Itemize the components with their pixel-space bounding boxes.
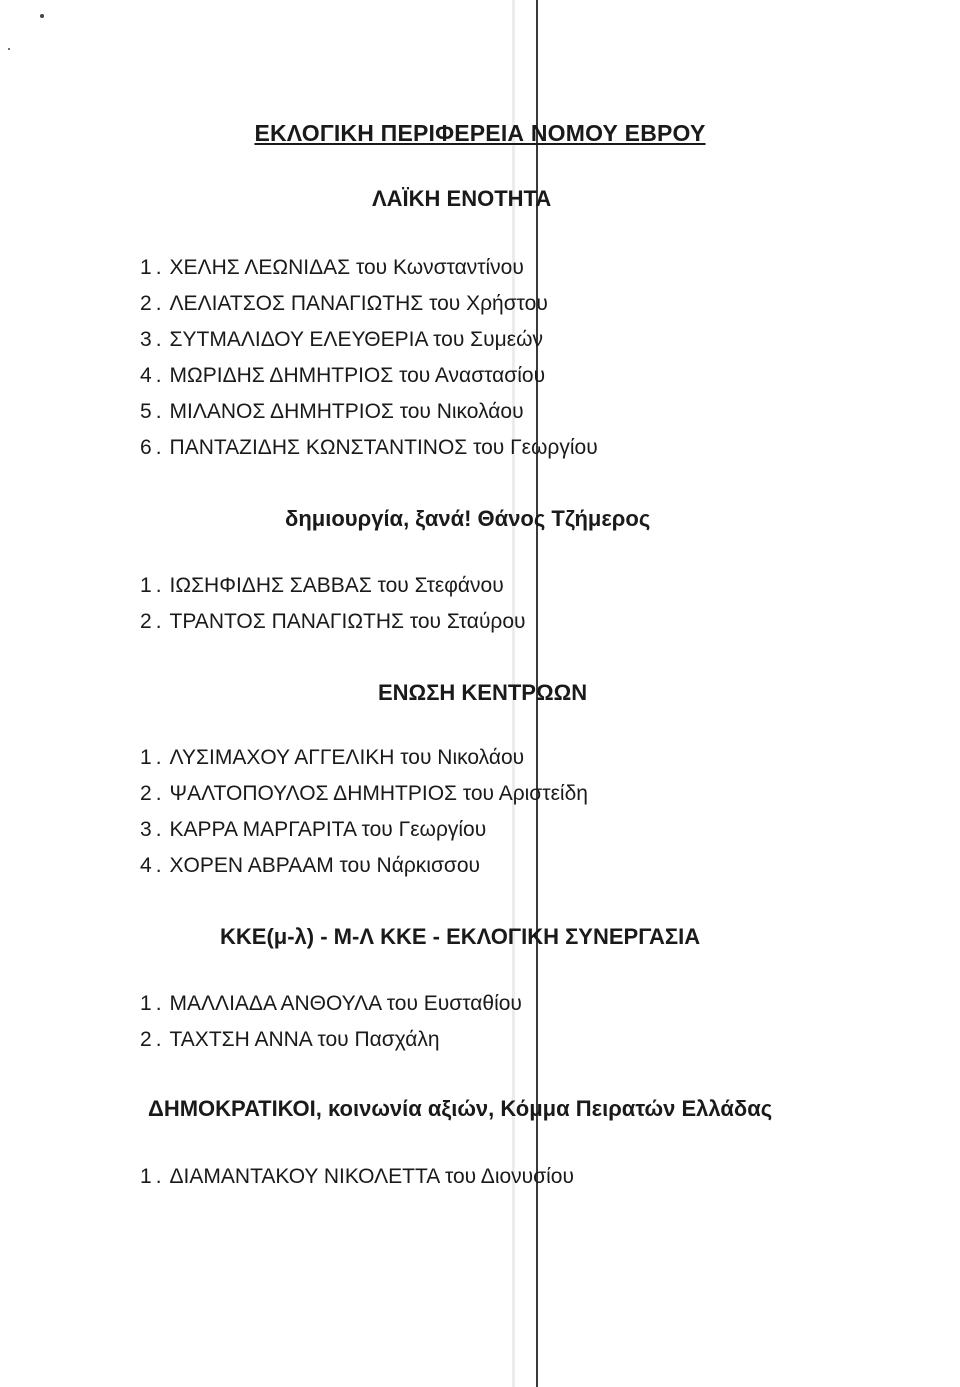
candidate-name: ΔΙΑΜΑΝΤΑΚΟΥ ΝΙΚΟΛΕΤΤΑ του Διονυσίου xyxy=(169,1165,574,1188)
candidate-name: ΛΥΣΙΜΑΧΟΥ ΑΓΓΕΛΙΚΗ του Νικολάου xyxy=(169,746,525,769)
candidate-item: 1 . ΔΙΑΜΑΝΤΑΚΟΥ ΝΙΚΟΛΕΤΤΑ του Διονυσίου xyxy=(140,1165,574,1188)
candidate-number: 1 xyxy=(140,1165,152,1188)
scan-speck xyxy=(8,48,10,50)
candidate-name: ΙΩΣΗΦΙΔΗΣ ΣΑΒΒΑΣ του Στεφάνου xyxy=(169,574,504,597)
candidate-number: 1 xyxy=(140,992,152,1015)
party-heading-laiki-enotita: ΛΑΪΚΗ ΕΝΟΤΗΤΑ xyxy=(372,186,552,211)
document-title: ΕΚΛΟΓΙΚΗ ΠΕΡΙΦΕΡΕΙΑ ΝΟΜΟΥ ΕΒΡΟΥ xyxy=(254,120,706,146)
candidate-number: 3 xyxy=(140,818,152,841)
candidate-name: ΣΥΤΜΑΛΙΔΟΥ ΕΛΕΥΘΕΡΙΑ του Συμεών xyxy=(169,328,543,351)
candidate-number: 2 xyxy=(140,1028,152,1051)
candidate-item: 2 . ΛΕΛΙΑΤΣΟΣ ΠΑΝΑΓΙΩΤΗΣ του Χρήστου xyxy=(140,292,548,315)
candidate-name: ΠΑΝΤΑΖΙΔΗΣ ΚΩΝΣΤΑΝΤΙΝΟΣ του Γεωργίου xyxy=(169,436,598,459)
candidate-item: 3 . ΚΑΡΡΑ ΜΑΡΓΑΡΙΤΑ του Γεωργίου xyxy=(140,818,487,841)
candidate-name: ΜΑΛΛΙΑΔΑ ΑΝΘΟΥΛΑ του Ευσταθίου xyxy=(169,992,522,1015)
candidate-name: ΜΩΡΙΔΗΣ ΔΗΜΗΤΡΙΟΣ του Αναστασίου xyxy=(169,364,546,387)
party-heading-dimiourgia: δημιουργία, ξανά! Θάνος Τζήμερος xyxy=(285,506,651,531)
candidate-item: 2 . ΨΑΛΤΟΠΟΥΛΟΣ ΔΗΜΗΤΡΙΟΣ του Αριστείδη xyxy=(140,782,588,805)
candidate-name: ΤΑΧΤΣΗ ΑΝΝΑ του Πασχάλη xyxy=(169,1028,440,1051)
candidate-item: 6 . ΠΑΝΤΑΖΙΔΗΣ ΚΩΝΣΤΑΝΤΙΝΟΣ του Γεωργίου xyxy=(140,436,598,459)
candidate-item: 3 . ΣΥΤΜΑΛΙΔΟΥ ΕΛΕΥΘΕΡΙΑ του Συμεών xyxy=(140,328,543,351)
candidate-number: 4 xyxy=(140,854,152,877)
candidate-number: 5 xyxy=(140,400,152,423)
candidate-item: 2 . ΤΡΑΝΤΟΣ ΠΑΝΑΓΙΩΤΗΣ του Σταύρου xyxy=(140,610,526,633)
candidate-item: 4 . ΜΩΡΙΔΗΣ ΔΗΜΗΤΡΙΟΣ του Αναστασίου xyxy=(140,364,546,387)
candidate-name: ΜΙΛΑΝΟΣ ΔΗΜΗΤΡΙΟΣ του Νικολάου xyxy=(169,400,524,423)
party-heading-dimokratikoi: ΔΗΜΟΚΡΑΤΙΚΟΙ, κοινωνία αξιών, Κόμμα Πειρατών Ελλάδας xyxy=(148,1096,773,1121)
candidate-item: 2 . ΤΑΧΤΣΗ ΑΝΝΑ του Πασχάλη xyxy=(140,1028,440,1051)
candidate-item: 4 . ΧΟΡΕΝ ΑΒΡΑΑΜ του Νάρκισσου xyxy=(140,854,481,877)
candidate-name: ΛΕΛΙΑΤΣΟΣ ΠΑΝΑΓΙΩΤΗΣ του Χρήστου xyxy=(169,292,548,315)
candidate-number: 6 xyxy=(140,436,152,459)
candidate-item: 5 . ΜΙΛΑΝΟΣ ΔΗΜΗΤΡΙΟΣ του Νικολάου xyxy=(140,400,524,423)
scan-speck xyxy=(40,14,44,18)
candidate-item: 1 . ΧΕΛΗΣ ΛΕΩΝΙΔΑΣ του Κωνσταντίνου xyxy=(140,256,524,279)
candidate-item: 1 . ΛΥΣΙΜΑΧΟΥ ΑΓΓΕΛΙΚΗ του Νικολάου xyxy=(140,746,525,769)
candidate-number: 4 xyxy=(140,364,152,387)
party-heading-enosi-kentroon: ΕΝΩΣΗ ΚΕΝΤΡΩΩΝ xyxy=(378,680,588,705)
candidate-name: ΧΕΛΗΣ ΛΕΩΝΙΔΑΣ του Κωνσταντίνου xyxy=(169,256,524,279)
candidate-item: 1 . ΜΑΛΛΙΑΔΑ ΑΝΘΟΥΛΑ του Ευσταθίου xyxy=(140,992,522,1015)
candidate-number: 1 xyxy=(140,256,152,279)
candidate-name: ΨΑΛΤΟΠΟΥΛΟΣ ΔΗΜΗΤΡΙΟΣ του Αριστείδη xyxy=(169,782,588,805)
candidate-number: 2 xyxy=(140,292,152,315)
candidate-name: ΧΟΡΕΝ ΑΒΡΑΑΜ του Νάρκισσου xyxy=(169,854,481,877)
candidate-number: 2 xyxy=(140,610,152,633)
party-heading-kke-ml: ΚΚΕ(μ-λ) - Μ-Λ ΚΚΕ - ΕΚΛΟΓΙΚΗ ΣΥΝΕΡΓΑΣΙΑ xyxy=(220,924,701,949)
candidate-number: 3 xyxy=(140,328,152,351)
candidate-number: 2 xyxy=(140,782,152,805)
candidate-name: ΚΑΡΡΑ ΜΑΡΓΑΡΙΤΑ του Γεωργίου xyxy=(169,818,487,841)
candidate-item: 1 . ΙΩΣΗΦΙΔΗΣ ΣΑΒΒΑΣ του Στεφάνου xyxy=(140,574,504,597)
candidate-number: 1 xyxy=(140,746,152,769)
candidate-number: 1 xyxy=(140,574,152,597)
candidate-name: ΤΡΑΝΤΟΣ ΠΑΝΑΓΙΩΤΗΣ του Σταύρου xyxy=(169,610,526,633)
